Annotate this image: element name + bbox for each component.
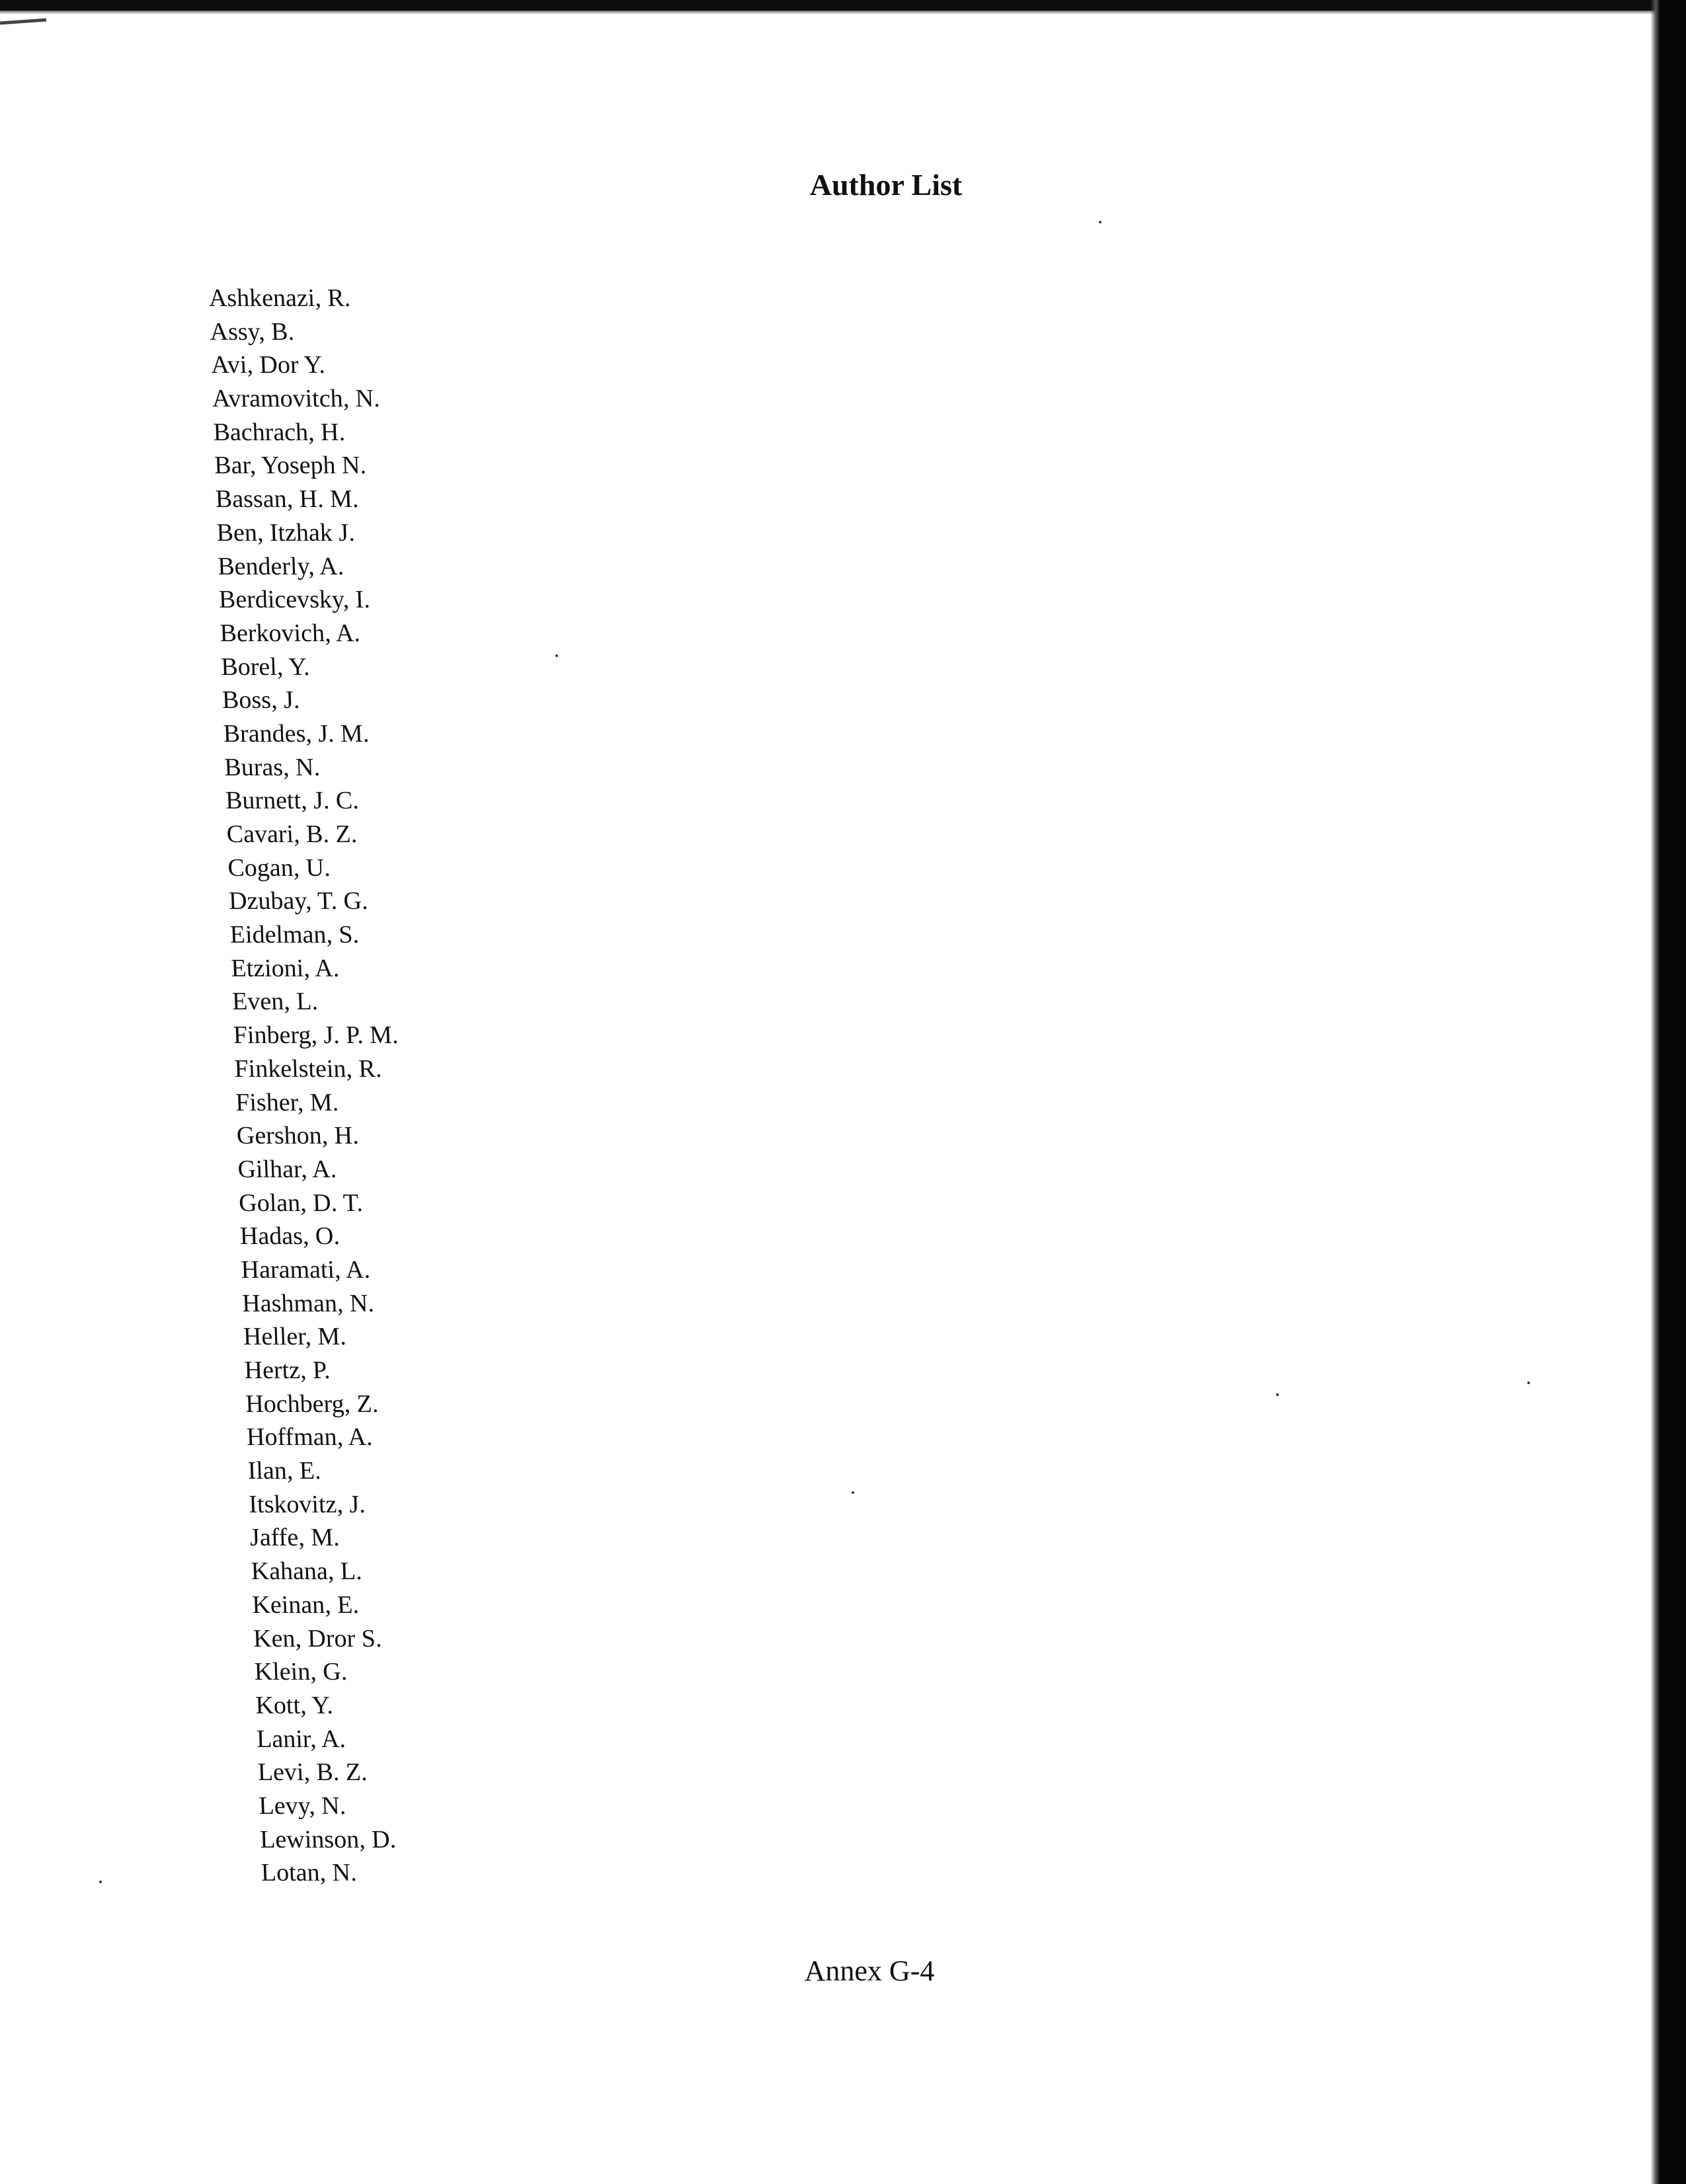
scan-top-shadow xyxy=(0,11,1660,15)
author-list-item: Fisher, M. xyxy=(235,1088,339,1116)
scan-binding-shadow xyxy=(1650,0,1660,2184)
author-list-item: Hertz, P. xyxy=(243,1356,331,1384)
author-list-item: Itskovitz, J. xyxy=(248,1490,366,1518)
author-list-item: Ilan, E. xyxy=(247,1457,322,1485)
author-list-item: Lanir, A. xyxy=(256,1725,346,1753)
author-list-item: Levy, N. xyxy=(258,1791,346,1820)
author-list-item: Klein, G. xyxy=(254,1658,348,1686)
author-list-item: Berdicevsky, I. xyxy=(218,586,371,614)
author-list-item: Hashman, N. xyxy=(241,1289,375,1317)
author-list-item: Avi, Dor Y. xyxy=(210,351,326,379)
author-list xyxy=(0,282,429,1890)
author-list-item: Burnett, J. C. xyxy=(225,787,360,815)
author-list-item: Ken, Dror S. xyxy=(253,1624,382,1653)
scan-speck xyxy=(555,654,558,657)
scan-speck xyxy=(852,1491,854,1494)
author-list-item: Lewinson, D. xyxy=(259,1825,397,1853)
author-list-item: Golan, D. T. xyxy=(238,1189,364,1217)
author-list-item: Benderly, A. xyxy=(217,552,344,580)
author-list-item: Jaffe, M. xyxy=(249,1524,341,1552)
author-list-item: Haramati, A. xyxy=(240,1255,371,1284)
author-list-item: Cavari, B. Z. xyxy=(226,820,358,848)
scan-speck xyxy=(1276,1393,1279,1396)
author-list-item: Buras, N. xyxy=(223,753,321,781)
author-list-item: Levi, B. Z. xyxy=(257,1758,368,1787)
author-list-item: Assy, B. xyxy=(209,317,295,346)
author-list-item: Even, L. xyxy=(231,988,319,1016)
author-list-item: Berkovich, A. xyxy=(219,619,361,647)
author-list-item: Etzioni, A. xyxy=(230,954,340,982)
author-list-item: Dzubay, T. G. xyxy=(228,887,369,916)
author-list-item: Eidelman, S. xyxy=(229,921,360,949)
author-list-item: Finkelstein, R. xyxy=(233,1054,382,1083)
author-list-item: Heller, M. xyxy=(243,1323,347,1351)
author-list-item: Hoffman, A. xyxy=(246,1423,374,1452)
author-list-item: Finberg, J. P. M. xyxy=(233,1021,399,1050)
author-list-item: Keinan, E. xyxy=(251,1590,360,1619)
author-list-item: Boss, J. xyxy=(221,686,300,715)
scan-top-edge xyxy=(0,0,1686,11)
author-list-item: Ashkenazi, R. xyxy=(208,284,351,312)
author-list-item: Gershon, H. xyxy=(236,1122,360,1150)
scan-right-edge xyxy=(1660,0,1686,2184)
scan-speck xyxy=(1527,1382,1530,1384)
author-list-item: Borel, Y. xyxy=(220,652,311,681)
author-list-item: Bassan, H. M. xyxy=(215,485,360,514)
author-list-item: Brandes, J. M. xyxy=(222,719,370,748)
author-list-item: Lotan, N. xyxy=(261,1859,358,1887)
scan-speck xyxy=(1099,221,1102,223)
author-list-item: Hadas, O. xyxy=(239,1222,341,1251)
author-list-item: Kott, Y. xyxy=(255,1691,334,1719)
author-list-item: Kahana, L. xyxy=(251,1557,363,1586)
author-list-item: Avramovitch, N. xyxy=(212,385,381,413)
author-list-item: Bachrach, H. xyxy=(212,418,346,446)
author-list-item: Cogan, U. xyxy=(227,853,331,882)
author-list-item: Ben, Itzhak J. xyxy=(216,518,356,547)
author-list-item: Hochberg, Z. xyxy=(245,1389,379,1418)
page-footer-annex: Annex G-4 xyxy=(804,1955,935,1987)
author-list-item: Gilhar, A. xyxy=(237,1155,337,1183)
author-list-item: Bar, Yoseph N. xyxy=(214,451,367,480)
scan-corner-mark xyxy=(0,19,46,25)
page-title: Author List xyxy=(809,168,963,202)
scan-speck xyxy=(99,1881,102,1883)
